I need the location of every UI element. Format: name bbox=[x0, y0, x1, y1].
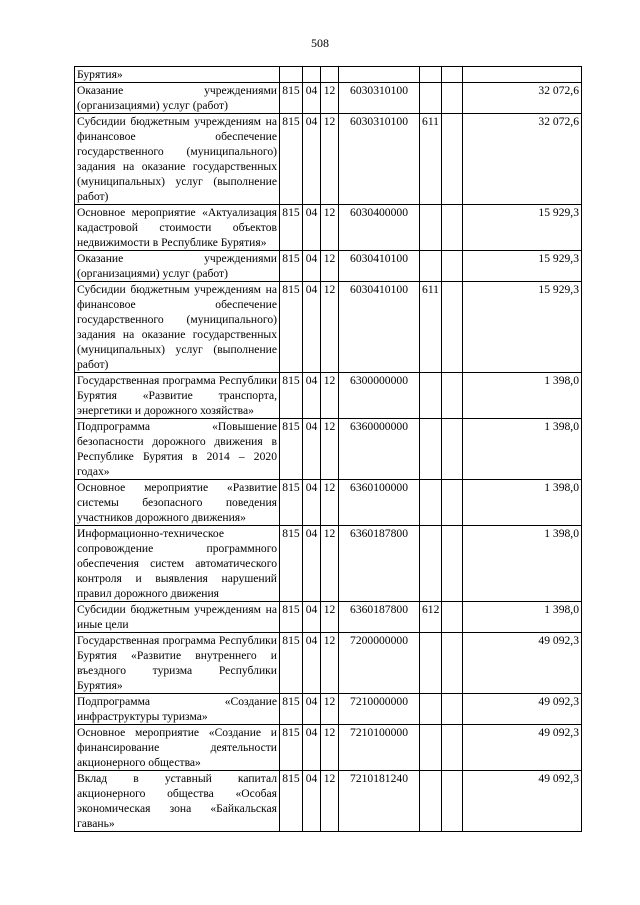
row-cs-cell: 6360187800 bbox=[339, 602, 420, 633]
row-ved-cell: 815 bbox=[280, 771, 303, 832]
row-name-cell: Субсидии бюджетным учреждениям на финансовое обеспечение государственного (муниципального) задания на оказание государственных (муниципальных) услуг (выполнение работ) bbox=[75, 114, 280, 205]
row-ved-cell: 815 bbox=[280, 373, 303, 419]
row-sum-cell: 15 929,3 bbox=[463, 251, 582, 282]
row-vr-cell: 611 bbox=[420, 282, 442, 373]
row-sum-cell: 49 092,3 bbox=[463, 771, 582, 832]
row-empty-cell bbox=[442, 251, 463, 282]
row-ved-cell: 815 bbox=[280, 694, 303, 725]
table-row bbox=[75, 205, 582, 251]
row-ved-cell bbox=[280, 67, 303, 83]
row-ved-cell: 815 bbox=[280, 602, 303, 633]
row-empty-cell bbox=[442, 205, 463, 251]
row-ved-cell: 815 bbox=[280, 83, 303, 114]
row-name-cell: Информационно-техническое сопровождение программного обеспечения систем автоматического контроля и выявления нарушений правил дорожного движения bbox=[75, 526, 280, 602]
row-sum-cell: 49 092,3 bbox=[463, 633, 582, 694]
row-empty-cell bbox=[442, 480, 463, 526]
row-name-cell: Оказание учреждениями (организациями) услуг (работ) bbox=[75, 251, 280, 282]
row-pr-cell: 12 bbox=[321, 114, 339, 205]
table-row bbox=[75, 526, 582, 602]
row-rz-cell: 04 bbox=[303, 114, 321, 205]
table-row bbox=[75, 419, 582, 480]
row-pr-cell: 12 bbox=[321, 602, 339, 633]
row-rz-cell: 04 bbox=[303, 373, 321, 419]
row-ved-cell: 815 bbox=[280, 725, 303, 771]
row-name-cell: Подпрограмма «Повышение безопасности дорожного движения в Республике Бурятия в 2014 – 2020 годах» bbox=[75, 419, 280, 480]
row-vr-cell bbox=[420, 419, 442, 480]
row-sum-cell: 1 398,0 bbox=[463, 526, 582, 602]
row-empty-cell bbox=[442, 373, 463, 419]
table-row bbox=[75, 694, 582, 725]
row-rz-cell: 04 bbox=[303, 602, 321, 633]
row-name-cell: Государственная программа Республики Бурятия «Развитие транспорта, энергетики и дорожного хозяйства» bbox=[75, 373, 280, 419]
row-pr-cell bbox=[321, 67, 339, 83]
row-sum-cell bbox=[463, 67, 582, 83]
row-cs-cell: 6030410100 bbox=[339, 251, 420, 282]
row-sum-cell: 1 398,0 bbox=[463, 419, 582, 480]
row-sum-cell: 15 929,3 bbox=[463, 282, 582, 373]
row-pr-cell: 12 bbox=[321, 694, 339, 725]
row-vr-cell: 611 bbox=[420, 114, 442, 205]
row-rz-cell: 04 bbox=[303, 526, 321, 602]
row-sum-cell: 49 092,3 bbox=[463, 725, 582, 771]
row-pr-cell: 12 bbox=[321, 771, 339, 832]
row-ved-cell: 815 bbox=[280, 480, 303, 526]
row-empty-cell bbox=[442, 694, 463, 725]
row-name-cell: Государственная программа Республики Бурятия «Развитие внутреннего и въездного туризма Республики Бурятия» bbox=[75, 633, 280, 694]
row-rz-cell: 04 bbox=[303, 633, 321, 694]
row-rz-cell: 04 bbox=[303, 771, 321, 832]
row-pr-cell: 12 bbox=[321, 633, 339, 694]
row-name-cell: Оказание учреждениями (организациями) услуг (работ) bbox=[75, 83, 280, 114]
row-vr-cell bbox=[420, 373, 442, 419]
table-row bbox=[75, 114, 582, 205]
row-pr-cell: 12 bbox=[321, 419, 339, 480]
row-rz-cell: 04 bbox=[303, 480, 321, 526]
row-name-cell: Вклад в уставный капитал акционерного общества «Особая экономическая зона «Байкальская гавань» bbox=[75, 771, 280, 832]
row-cs-cell: 7210181240 bbox=[339, 771, 420, 832]
row-ved-cell: 815 bbox=[280, 526, 303, 602]
row-pr-cell: 12 bbox=[321, 205, 339, 251]
row-cs-cell: 7200000000 bbox=[339, 633, 420, 694]
row-ved-cell: 815 bbox=[280, 282, 303, 373]
table-row bbox=[75, 480, 582, 526]
row-empty-cell bbox=[442, 602, 463, 633]
row-empty-cell bbox=[442, 419, 463, 480]
row-cs-cell: 6360187800 bbox=[339, 526, 420, 602]
row-name-cell: Субсидии бюджетным учреждениям на иные цели bbox=[75, 602, 280, 633]
table-row bbox=[75, 633, 582, 694]
budget-table bbox=[74, 66, 582, 832]
row-cs-cell: 6030410100 bbox=[339, 282, 420, 373]
row-vr-cell bbox=[420, 725, 442, 771]
row-name-cell: Основное мероприятие «Актуализация кадастровой стоимости объектов недвижимости в Республике Бурятия» bbox=[75, 205, 280, 251]
row-rz-cell: 04 bbox=[303, 83, 321, 114]
row-sum-cell: 32 072,6 bbox=[463, 114, 582, 205]
row-rz-cell: 04 bbox=[303, 419, 321, 480]
row-ved-cell: 815 bbox=[280, 205, 303, 251]
table-row bbox=[75, 373, 582, 419]
row-rz-cell: 04 bbox=[303, 282, 321, 373]
row-rz-cell bbox=[303, 67, 321, 83]
row-sum-cell: 49 092,3 bbox=[463, 694, 582, 725]
row-pr-cell: 12 bbox=[321, 526, 339, 602]
row-name-cell: Подпрограмма «Создание инфраструктуры туризма» bbox=[75, 694, 280, 725]
row-rz-cell: 04 bbox=[303, 694, 321, 725]
table-row bbox=[75, 83, 582, 114]
row-cs-cell: 6300000000 bbox=[339, 373, 420, 419]
row-sum-cell: 1 398,0 bbox=[463, 373, 582, 419]
row-ved-cell: 815 bbox=[280, 419, 303, 480]
row-empty-cell bbox=[442, 282, 463, 373]
row-empty-cell bbox=[442, 771, 463, 832]
row-pr-cell: 12 bbox=[321, 251, 339, 282]
row-empty-cell bbox=[442, 83, 463, 114]
row-vr-cell bbox=[420, 67, 442, 83]
table-row bbox=[75, 67, 582, 83]
row-cs-cell bbox=[339, 67, 420, 83]
row-cs-cell: 7210100000 bbox=[339, 725, 420, 771]
row-ved-cell: 815 bbox=[280, 114, 303, 205]
table-row bbox=[75, 771, 582, 832]
row-cs-cell: 6360000000 bbox=[339, 419, 420, 480]
row-empty-cell bbox=[442, 114, 463, 205]
row-empty-cell bbox=[442, 633, 463, 694]
row-vr-cell bbox=[420, 205, 442, 251]
row-empty-cell bbox=[442, 526, 463, 602]
table-row bbox=[75, 725, 582, 771]
row-vr-cell bbox=[420, 694, 442, 725]
row-rz-cell: 04 bbox=[303, 251, 321, 282]
row-vr-cell bbox=[420, 480, 442, 526]
row-pr-cell: 12 bbox=[321, 83, 339, 114]
row-pr-cell: 12 bbox=[321, 725, 339, 771]
row-cs-cell: 6030400000 bbox=[339, 205, 420, 251]
row-sum-cell: 32 072,6 bbox=[463, 83, 582, 114]
row-name-cell: Бурятия» bbox=[75, 67, 280, 83]
row-cs-cell: 6360100000 bbox=[339, 480, 420, 526]
row-vr-cell bbox=[420, 251, 442, 282]
row-name-cell: Субсидии бюджетным учреждениям на финансовое обеспечение государственного (муниципального) задания на оказание государственных (муниципальных) услуг (выполнение работ) bbox=[75, 282, 280, 373]
row-rz-cell: 04 bbox=[303, 205, 321, 251]
row-name-cell: Основное мероприятие «Создание и финансирование деятельности акционерного общества» bbox=[75, 725, 280, 771]
table-row bbox=[75, 251, 582, 282]
row-sum-cell: 1 398,0 bbox=[463, 480, 582, 526]
row-cs-cell: 6030310100 bbox=[339, 83, 420, 114]
table-row bbox=[75, 282, 582, 373]
row-cs-cell: 7210000000 bbox=[339, 694, 420, 725]
row-vr-cell bbox=[420, 526, 442, 602]
table-row bbox=[75, 602, 582, 633]
row-sum-cell: 15 929,3 bbox=[463, 205, 582, 251]
row-pr-cell: 12 bbox=[321, 282, 339, 373]
row-pr-cell: 12 bbox=[321, 373, 339, 419]
row-empty-cell bbox=[442, 725, 463, 771]
row-vr-cell bbox=[420, 633, 442, 694]
row-empty-cell bbox=[442, 67, 463, 83]
row-ved-cell: 815 bbox=[280, 633, 303, 694]
row-vr-cell bbox=[420, 83, 442, 114]
row-rz-cell: 04 bbox=[303, 725, 321, 771]
budget-table-body bbox=[75, 67, 582, 832]
row-vr-cell bbox=[420, 771, 442, 832]
row-ved-cell: 815 bbox=[280, 251, 303, 282]
row-cs-cell: 6030310100 bbox=[339, 114, 420, 205]
row-vr-cell: 612 bbox=[420, 602, 442, 633]
row-name-cell: Основное мероприятие «Развитие системы безопасного поведения участников дорожного движения» bbox=[75, 480, 280, 526]
page-number: 508 bbox=[311, 36, 329, 50]
row-sum-cell: 1 398,0 bbox=[463, 602, 582, 633]
row-pr-cell: 12 bbox=[321, 480, 339, 526]
